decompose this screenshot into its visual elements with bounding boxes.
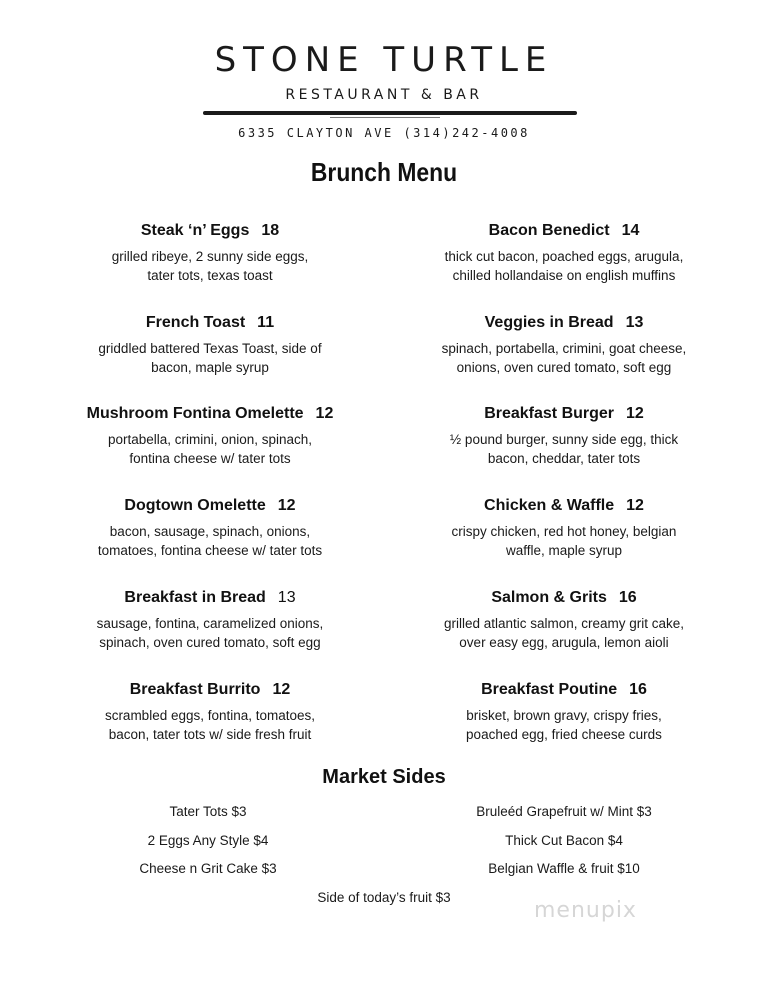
item-description: grilled ribeye, 2 sunny side eggs,: [111, 249, 309, 264]
item-description: sausage, fontina, caramelized onions,: [96, 616, 324, 631]
menu-item: [394, 221, 734, 285]
page-title: Brunch Menu: [310, 157, 458, 187]
menu-item: [394, 588, 734, 652]
item-description: bacon, maple syrup: [151, 360, 269, 375]
menu-item: [394, 404, 734, 468]
item-name: Chicken & Waffle: [484, 497, 615, 514]
header-divider-thin: [330, 117, 440, 118]
item-price: 13: [625, 314, 644, 331]
menu-item: [40, 588, 380, 652]
item-name: Breakfast Poutine: [481, 681, 618, 698]
item-price: 14: [621, 222, 640, 239]
item-name: Veggies in Bread: [484, 314, 614, 331]
item-price: 12: [272, 681, 291, 698]
item-description: bacon, sausage, spinach, onions,: [109, 524, 311, 539]
item-name: Bacon Benedict: [488, 222, 610, 239]
item-description: tomatoes, fontina cheese w/ tater tots: [97, 543, 323, 558]
menu-item: [394, 680, 734, 744]
menu-item: [40, 496, 380, 560]
side-item: Thick Cut Bacon $4: [505, 833, 623, 848]
menu-item: [40, 221, 380, 285]
item-description: portabella, crimini, onion, spinach,: [107, 432, 313, 447]
side-item: Belgian Waffle & fruit $10: [488, 861, 640, 876]
restaurant-name: STONE TURTLE: [214, 40, 554, 80]
address-phone: 6335 CLAYTON AVE (314)242-4008: [238, 126, 530, 140]
side-item: Bruleéd Grapefruit w/ Mint $3: [476, 804, 652, 819]
item-name: Breakfast in Bread: [124, 589, 266, 606]
item-price: 16: [629, 681, 647, 698]
menu-item: [394, 313, 734, 377]
header-divider: [203, 111, 577, 115]
menu-item: [40, 313, 380, 377]
item-name: Dogtown Omelette: [124, 497, 266, 514]
restaurant-subtitle: RESTAURANT & BAR: [285, 87, 483, 103]
item-description: grilled atlantic salmon, creamy grit cake,: [443, 616, 685, 631]
watermark: menupix: [534, 898, 637, 923]
item-description: thick cut bacon, poached eggs, arugula,: [444, 249, 684, 264]
item-price: 16: [618, 589, 637, 606]
item-name: Salmon & Grits: [491, 589, 607, 606]
item-price: 11: [257, 314, 275, 331]
item-name: Breakfast Burger: [484, 405, 615, 422]
item-description: onions, oven cured tomato, soft egg: [456, 360, 672, 375]
item-description: fontina cheese w/ tater tots: [129, 451, 291, 466]
menu-item: [40, 680, 380, 744]
side-item: Side of today’s fruit $3: [317, 890, 451, 905]
item-name: French Toast: [145, 314, 246, 331]
item-price: 18: [261, 222, 280, 239]
item-description: spinach, portabella, crimini, goat cheese,: [441, 341, 687, 356]
sides-title: Market Sides: [322, 766, 446, 788]
item-price: 13: [277, 589, 296, 606]
side-item: 2 Eggs Any Style $4: [147, 833, 269, 848]
side-item: Tater Tots $3: [169, 804, 247, 819]
item-description: tater tots, texas toast: [147, 268, 273, 283]
menu-item: [40, 404, 380, 468]
item-description: poached egg, fried cheese curds: [466, 727, 662, 742]
item-price: 12: [315, 405, 334, 422]
item-description: brisket, brown gravy, crispy fries,: [466, 708, 662, 723]
item-description: crispy chicken, red hot honey, belgian: [451, 524, 677, 539]
item-name: Breakfast Burrito: [129, 681, 261, 698]
item-description: over easy egg, arugula, lemon aioli: [459, 635, 669, 650]
item-price: 12: [626, 497, 644, 514]
item-description: ½ pound burger, sunny side egg, thick: [449, 432, 679, 447]
item-price: 12: [277, 497, 296, 514]
menu-item: [394, 496, 734, 560]
item-description: spinach, oven cured tomato, soft egg: [99, 635, 321, 650]
side-item: Cheese n Grit Cake $3: [139, 861, 277, 876]
item-description: bacon, tater tots w/ side fresh fruit: [108, 727, 312, 742]
item-description: chilled hollandaise on english muffins: [452, 268, 676, 283]
item-price: 12: [626, 405, 644, 422]
item-description: waffle, maple syrup: [505, 543, 623, 558]
item-description: scrambled eggs, fontina, tomatoes,: [104, 708, 316, 723]
item-name: Steak ‘n’ Eggs: [140, 222, 250, 239]
item-description: griddled battered Texas Toast, side of: [98, 341, 322, 356]
item-description: bacon, cheddar, tater tots: [487, 451, 641, 466]
item-name: Mushroom Fontina Omelette: [86, 405, 304, 422]
